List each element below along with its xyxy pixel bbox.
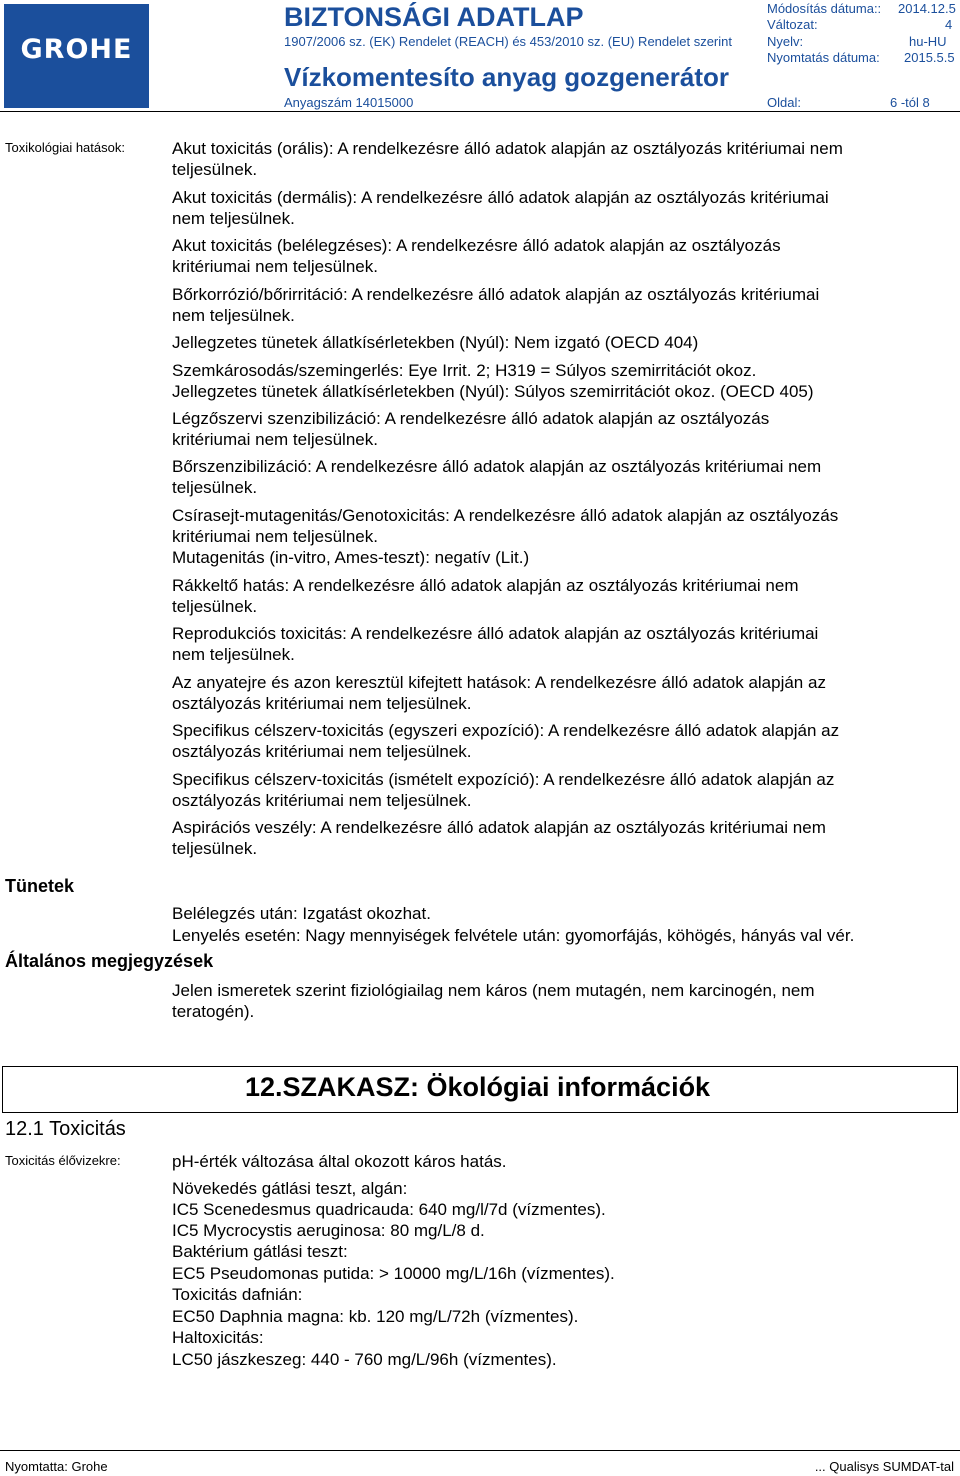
eco-line: Haltoxicitás: — [172, 1328, 264, 1347]
general-line: teratogén). — [172, 1002, 255, 1021]
tox-line: Rákkeltő hatás: A rendelkezésre álló adatok alapján az osztályozás kritériumai nem — [172, 576, 799, 595]
eco-line: EC5 Pseudomonas putida: > 10000 mg/L/16h (vízmentes). — [172, 1264, 615, 1283]
eco-line: Növekedés gátlási teszt, algán: — [172, 1179, 408, 1198]
tox-line: Specifikus célszerv-toxicitás (egyszeri expozíció): A rendelkezésre álló adatok alapján az — [172, 721, 840, 740]
eco-line: LC50 jászkeszeg: 440 - 760 mg/L/96h (vízmentes). — [172, 1350, 557, 1369]
tox-line: teljesülnek. — [172, 478, 258, 497]
logo-wordmark: GROHE — [20, 34, 133, 65]
print-date-value: 2015.5.5 — [904, 50, 955, 65]
tox-line: Akut toxicitás (dermális): A rendelkezésre álló adatok alapján az osztályozás kritériumai — [172, 188, 829, 207]
tox-line: nem teljesülnek. — [172, 209, 295, 228]
item-number: Anyagszám 14015000 — [284, 95, 414, 110]
product-name: Vízkomentesíto anyag gozgenerátor — [284, 62, 729, 92]
tox-line: Reprodukciós toxicitás: A rendelkezésre álló adatok alapján az osztályozás kritériumai — [172, 624, 819, 643]
eco-line: Toxicitás dafnián: — [172, 1285, 303, 1304]
header-divider — [0, 111, 960, 112]
symptom-line: Lenyelés esetén: Nagy mennyiségek felvétele után: gyomorfájás, köhögés, hányás val vér. — [172, 926, 855, 945]
tox-line: Légzőszervi szenzibilizáció: A rendelkezésre álló adatok alapján az osztályozás — [172, 409, 770, 428]
tox-line: Akut toxicitás (belélegzéses): A rendelkezésre álló adatok alapján az osztályozás — [172, 236, 781, 255]
tox-line: Jellegzetes tünetek állatkísérletekben (Nyúl): Nem izgató (OECD 404) — [172, 333, 699, 352]
toxicity-subheading: 12.1 Toxicitás — [5, 1118, 126, 1140]
tox-line: Jellegzetes tünetek állatkísérletekben (Nyúl): Súlyos szemirritációt okoz. (OECD 405) — [172, 382, 814, 401]
eco-line: IC5 Scenedesmus quadricauda: 640 mg/l/7d (vízmentes). — [172, 1200, 606, 1219]
eco-line: EC50 Daphnia magna: kb. 120 mg/L/72h (vízmentes). — [172, 1307, 579, 1326]
footer-printed-by: Nyomtatta: Grohe — [5, 1459, 108, 1474]
modified-value: 2014.12.5 — [898, 1, 956, 16]
version-label: Változat: — [767, 17, 818, 32]
tox-line: kritériumai nem teljesülnek. — [172, 257, 378, 276]
tox-line: Szemkárosodás/szemingerlés: Eye Irrit. 2; H319 = Súlyos szemirritációt okoz. — [172, 361, 757, 380]
tox-line: Bőrszenzibilizáció: A rendelkezésre álló adatok alapján az osztályozás kritériumai nem — [172, 457, 822, 476]
tox-line: kritériumai nem teljesülnek. — [172, 430, 378, 449]
tox-line: osztályozás kritériumai nem teljesülnek. — [172, 742, 472, 761]
regulation-text: 1907/2006 sz. (EK) Rendelet (REACH) és 453/2010 sz. (EU) Rendelet szerint — [284, 34, 732, 49]
tox-line: Az anyatejre és azon keresztül kifejtett hatások: A rendelkezésre álló adatok alapján az — [172, 673, 826, 692]
tox-line: Akut toxicitás (orális): A rendelkezésre álló adatok alapján az osztályozás kritériumai nem — [172, 139, 843, 158]
tox-line: kritériumai nem teljesülnek. — [172, 527, 378, 546]
eco-line: pH-érték változása által okozott káros hatás. — [172, 1152, 507, 1171]
toxicology-label: Toxikológiai hatások: — [5, 140, 125, 155]
tox-line: nem teljesülnek. — [172, 306, 295, 325]
tox-line: Csírasejt-mutagenitás/Genotoxicitás: A rendelkezésre álló adatok alapján az osztályozás — [172, 506, 839, 525]
tox-line: Specifikus célszerv-toxicitás (ismételt expozíció): A rendelkezésre álló adatok alapján az — [172, 770, 835, 789]
print-date-label: Nyomtatás dátuma: — [767, 50, 880, 65]
tox-line: teljesülnek. — [172, 839, 258, 858]
eco-line: IC5 Mycrocystis aeruginosa: 80 mg/L/8 d. — [172, 1221, 485, 1240]
eco-line: Baktérium gátlási teszt: — [172, 1242, 348, 1261]
modified-label: Módosítás dátuma:: — [767, 1, 882, 16]
general-remarks-heading: Általános megjegyzések — [5, 951, 214, 971]
document-title: BIZTONSÁGI ADATLAP — [284, 2, 584, 32]
page-label: Oldal: — [767, 95, 801, 110]
tox-line: nem teljesülnek. — [172, 645, 295, 664]
version-value: 4 — [945, 17, 953, 32]
tox-line: osztályozás kritériumai nem teljesülnek. — [172, 791, 472, 810]
section-12-title: 12.SZAKASZ: Ökológiai információk — [245, 1072, 711, 1102]
tox-line: osztályozás kritériumai nem teljesülnek. — [172, 694, 472, 713]
page-number: 6 -tól 8 — [890, 95, 930, 110]
tox-line: teljesülnek. — [172, 597, 258, 616]
language-label: Nyelv: — [767, 34, 804, 49]
grohe-logo — [4, 4, 149, 108]
footer-software: ... Qualisys SUMDAT-tal — [814, 1459, 954, 1474]
footer-divider — [0, 1450, 960, 1451]
tox-line: Mutagenitás (in-vitro, Ames-teszt): negatív (Lit.) — [172, 548, 530, 567]
language-value: hu-HU — [909, 34, 947, 49]
tox-line: teljesülnek. — [172, 160, 258, 179]
general-line: Jelen ismeretek szerint fiziológiailag nem káros (nem mutagén, nem karcinogén, nem — [172, 981, 815, 1000]
aquatic-toxicity-label: Toxicitás élővizekre: — [5, 1153, 121, 1168]
tox-line: Aspirációs veszély: A rendelkezésre álló adatok alapján az osztályozás kritériumai nem — [172, 818, 826, 837]
tox-line: Bőrkorrózió/bőrirritáció: A rendelkezésre álló adatok alapján az osztályozás kritériumai — [172, 285, 820, 304]
symptom-line: Belélegzés után: Izgatást okozhat. — [172, 904, 431, 923]
symptoms-heading: Tünetek — [5, 876, 75, 896]
